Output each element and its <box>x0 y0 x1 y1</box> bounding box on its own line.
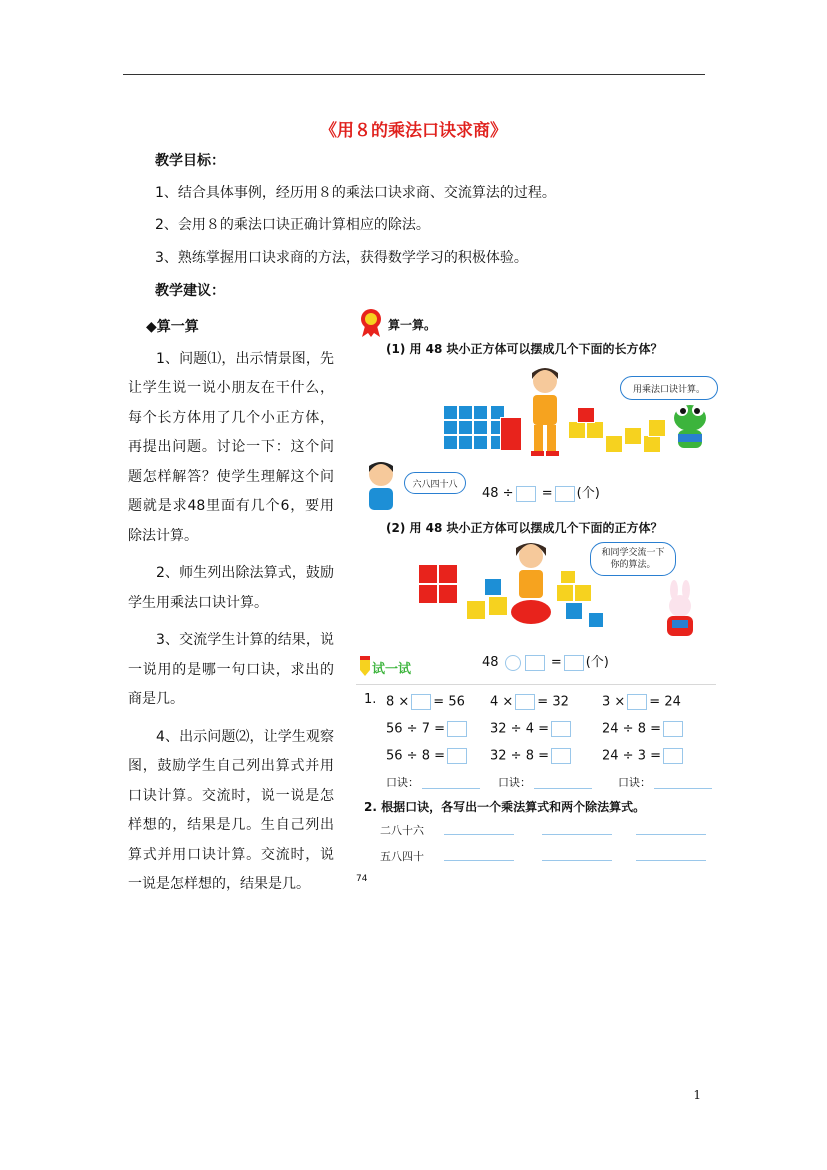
suggestions-column <box>128 313 334 908</box>
eq2-left: 48 <box>482 655 499 670</box>
frog-speech-text: 用乘法口诀计算。 <box>632 384 705 395</box>
eq2-unit: (个) <box>585 655 609 670</box>
goals-heading: 教学目标： <box>155 153 225 169</box>
eq2-blank-1[interactable] <box>525 655 545 671</box>
paragraph-1: 1、问题⑴，出示情景图，先让学生说一说小朋友在干什么，每个长方体用了几个小正方体，再提出问题。讨论一下：这个问题怎样解答？使学生理解这个问题就是求48里面有几个6，要用除法计算。 <box>128 350 334 544</box>
boy-icon <box>362 458 400 510</box>
boy-speech-text: 六八四十八 <box>412 479 458 490</box>
tb-question-2: (2) 用 48 块小正方体可以摆成几个下面的正方体？ <box>386 521 663 535</box>
try-label: 试一试 <box>372 662 412 677</box>
koujue-label-1: 口诀： <box>386 776 419 789</box>
koujue-label-3: 口诀： <box>618 776 651 789</box>
answer-line[interactable] <box>542 834 612 835</box>
ex-row-3-c: 24 ÷ 3 = <box>602 748 685 764</box>
ex-row-2-b: 32 ÷ 4 = <box>490 721 573 737</box>
rabbit-speech-text: 和同学交流一下你的算法。 <box>601 548 665 570</box>
equation-1 <box>482 482 600 502</box>
koujue-line-1[interactable] <box>422 788 480 789</box>
frog-speech-bubble <box>620 376 718 400</box>
paragraph-3: 3、交流学生计算的结果，说一说用的是哪一句口诀，求出的商是几。 <box>128 632 334 707</box>
ex-row-3-a: 56 ÷ 8 = <box>386 748 469 764</box>
koujue-label-2: 口诀： <box>498 776 531 789</box>
try-badge <box>356 652 412 682</box>
textbook-illustration <box>352 308 718 888</box>
exercise-1-number: 1. <box>364 692 377 707</box>
ex-row-2-c: 24 ÷ 8 = <box>602 721 685 737</box>
koujue-item-2: 五八四十 <box>380 850 424 863</box>
goal-1: 1、结合具体事例，经历用８的乘法口诀求商、交流算法的过程。 <box>155 185 556 201</box>
goal-2: 2、会用８的乘法口诀正确计算相应的除法。 <box>155 217 430 233</box>
eq1-blank-1[interactable] <box>516 486 536 502</box>
goal-3: 3、熟练掌握用口诀求商的方法，获得数学学习的积极体验。 <box>155 250 528 266</box>
girl-figure <box>520 365 570 457</box>
ex-blank[interactable] <box>447 721 467 737</box>
ex-blank[interactable] <box>411 694 431 710</box>
tb-header: 算一算。 <box>388 318 437 332</box>
eq1-equals: = <box>541 486 553 501</box>
header-rule <box>123 74 705 75</box>
koujue-item-1: 二八十六 <box>380 824 424 837</box>
try-divider <box>356 684 716 685</box>
eq1-blank-2[interactable] <box>555 486 575 502</box>
section-heading: ◆算一算 <box>146 319 199 335</box>
ex-row-3-b: 32 ÷ 8 = <box>490 748 573 764</box>
answer-line[interactable] <box>636 834 706 835</box>
page-title: 《用８的乘法口诀求商》 <box>320 121 507 141</box>
ex-row-2-a: 56 ÷ 7 = <box>386 721 469 737</box>
equation-2 <box>482 651 609 671</box>
ex-blank[interactable] <box>627 694 647 710</box>
ex-row-1-c: 3 × = 24 <box>602 694 681 710</box>
eq2-equals: = <box>550 655 562 670</box>
girl-2-figure <box>506 538 556 634</box>
suggestions-heading: 教学建议： <box>155 283 225 299</box>
answer-line[interactable] <box>542 860 612 861</box>
ex-blank[interactable] <box>551 721 571 737</box>
koujue-line-2[interactable] <box>534 788 592 789</box>
eq1-left: 48 ÷ <box>482 486 514 501</box>
answer-line[interactable] <box>444 860 514 861</box>
paragraph-2: 2、师生列出除法算式，鼓励学生用乘法口诀计算。 <box>128 565 334 611</box>
koujue-line-3[interactable] <box>654 788 712 789</box>
boy-speech-bubble <box>404 472 466 494</box>
answer-line[interactable] <box>444 834 514 835</box>
frog-icon <box>670 400 710 456</box>
ex-blank[interactable] <box>551 748 571 764</box>
ex-row-1-b: 4 × = 32 <box>490 694 569 710</box>
paragraph-4: 4、出示问题⑵，让学生观察图，鼓励学生自己列出算式并用口诀计算。交流时，说一说是怎样想的，结果是几。生自己列出算式并用口诀计算。交流时，说一说是怎样想的，结果是几。 <box>128 728 334 892</box>
ex-row-1-a: 8 × = 56 <box>386 694 465 710</box>
eq1-unit: (个) <box>576 486 600 501</box>
ex-blank[interactable] <box>515 694 535 710</box>
exercise-2: 2. 根据口诀，各写出一个乘法算式和两个除法算式。 <box>364 800 646 814</box>
ex-blank[interactable] <box>447 748 467 764</box>
answer-line[interactable] <box>636 860 706 861</box>
rosette-icon <box>358 308 384 338</box>
rabbit-speech-bubble <box>590 542 676 576</box>
page-number: 1 <box>693 1088 701 1102</box>
ex-blank[interactable] <box>663 721 683 737</box>
rabbit-icon <box>658 580 702 640</box>
textbook-page-number: 74 <box>356 874 368 884</box>
tb-question-1: (1) 用 48 块小正方体可以摆成几个下面的长方体？ <box>386 342 663 356</box>
ex-blank[interactable] <box>663 748 683 764</box>
eq2-blank-2[interactable] <box>564 655 584 671</box>
eq2-operator-blank[interactable] <box>505 655 521 671</box>
